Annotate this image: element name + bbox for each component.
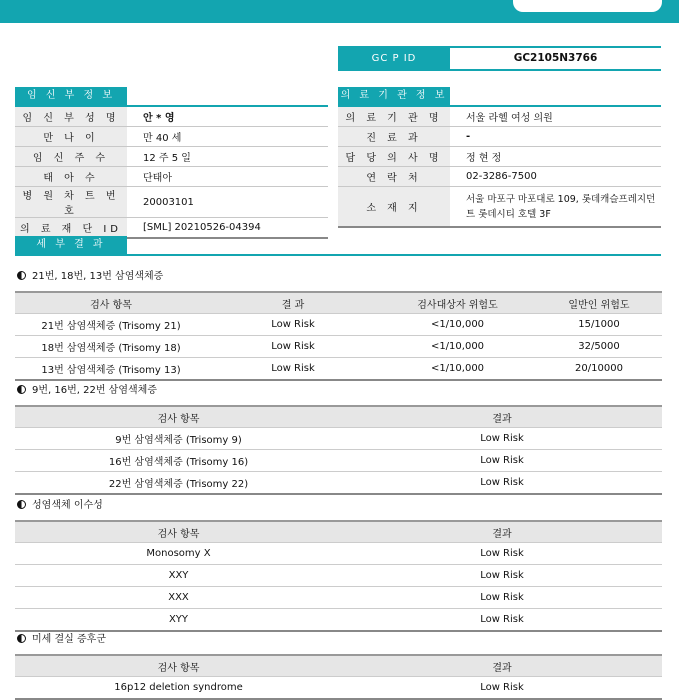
column-header: 검사 항목 <box>15 292 207 314</box>
column-header: 검사 항목 <box>15 406 342 428</box>
half-circle-icon <box>17 385 26 394</box>
table-cell: XXX <box>15 587 342 609</box>
section-subtitle <box>17 630 106 645</box>
gcp-id-bar <box>338 46 661 71</box>
info-row <box>338 127 661 147</box>
column-header: 검사 항목 <box>15 655 342 677</box>
microdeletion-table <box>15 654 662 700</box>
top-banner-tab <box>513 0 662 12</box>
info-row <box>338 187 661 228</box>
patient-info-header <box>15 87 328 107</box>
column-header: 결과 <box>342 655 662 677</box>
table-cell: Low Risk <box>342 472 662 495</box>
section-subtitle-text: 21번, 18번, 13번 삼염색체증 <box>32 271 164 282</box>
institution-info-title: 의 료 기 관 정 보 <box>338 87 450 105</box>
table-cell: 18번 삼염색체증 (Trisomy 18) <box>15 336 207 358</box>
section-subtitle-text: 9번, 16번, 22번 삼염색체증 <box>32 385 157 396</box>
table-row <box>15 543 662 565</box>
gcp-id-value: GC2105N3766 <box>513 52 598 64</box>
table-cell: Low Risk <box>342 609 662 632</box>
table-cell: 16번 삼염색체증 (Trisomy 16) <box>15 450 342 472</box>
patient-info-title: 임 신 부 정 보 <box>15 87 127 105</box>
info-key: 임 신 부 성 명 <box>15 107 127 127</box>
section-subtitle-text: 성염색체 이수성 <box>32 500 103 511</box>
table-cell: Low Risk <box>207 314 379 336</box>
table-cell: 20/10000 <box>536 358 662 381</box>
half-circle-icon <box>17 271 26 280</box>
table-cell: 22번 삼염색체증 (Trisomy 22) <box>15 472 342 495</box>
table-cell: 9번 삼염색체증 (Trisomy 9) <box>15 428 342 450</box>
table-row <box>15 314 662 336</box>
info-value: 12 주 5 일 <box>127 147 328 167</box>
info-key: 태 아 수 <box>15 167 127 187</box>
table-row <box>15 450 662 472</box>
section-subtitle <box>17 381 157 396</box>
info-row <box>338 147 661 167</box>
table-cell: <1/10,000 <box>379 314 536 336</box>
sex-chromosome-table <box>15 520 662 632</box>
patient-info-table <box>15 107 328 239</box>
table-cell: Low Risk <box>207 336 379 358</box>
table-cell: 13번 삼염색체증 (Trisomy 13) <box>15 358 207 381</box>
section-subtitle-text: 미세 결실 증후군 <box>32 634 106 645</box>
table-row <box>15 587 662 609</box>
info-key: 소 재 지 <box>338 187 450 228</box>
column-header: 검사 항목 <box>15 521 342 543</box>
institution-info-header <box>338 87 661 107</box>
info-value: 02-3286-7500 <box>450 167 661 187</box>
info-row <box>15 218 328 239</box>
column-header: 일반인 위험도 <box>536 292 662 314</box>
table-row <box>15 609 662 632</box>
half-circle-icon <box>17 634 26 643</box>
column-header: 결과 <box>342 521 662 543</box>
table-row <box>15 472 662 495</box>
info-key: 진 료 과 <box>338 127 450 147</box>
info-row <box>15 167 328 187</box>
institution-info-table <box>338 107 661 228</box>
table-cell: Low Risk <box>342 565 662 587</box>
info-key: 담 당 의 사 명 <box>338 147 450 167</box>
table-cell: Low Risk <box>342 677 662 700</box>
section-subtitle <box>17 496 103 511</box>
table-row <box>15 565 662 587</box>
table-row <box>15 336 662 358</box>
info-row <box>15 147 328 167</box>
info-key: 연 락 처 <box>338 167 450 187</box>
info-value: [SML] 20210526-04394 <box>127 218 328 239</box>
info-value: 정 현 정 <box>450 147 661 167</box>
trisomy-21-18-13-table <box>15 291 662 381</box>
info-row <box>338 167 661 187</box>
table-cell: XXY <box>15 565 342 587</box>
table-row <box>15 358 662 381</box>
detail-results-header <box>15 236 661 256</box>
info-value: 단태아 <box>127 167 328 187</box>
info-key: 병 원 차 트 번 호 <box>15 187 127 218</box>
table-cell: Low Risk <box>342 450 662 472</box>
table-cell: 32/5000 <box>536 336 662 358</box>
info-value: - <box>450 127 661 147</box>
column-header: 결 과 <box>207 292 379 314</box>
table-cell: 21번 삼염색체증 (Trisomy 21) <box>15 314 207 336</box>
info-value: 안 * 영 <box>127 107 328 127</box>
info-value: 20003101 <box>127 187 328 218</box>
info-value: 서울 마포구 마포대로 109, 롯데캐슬프레지던트 롯데시티 호텔 3F <box>450 187 661 228</box>
info-key: 의 료 재 단 ID <box>15 218 127 239</box>
column-header: 검사대상자 위험도 <box>379 292 536 314</box>
table-cell: <1/10,000 <box>379 358 536 381</box>
info-value: 서울 라헬 여성 의원 <box>450 107 661 127</box>
column-header: 결과 <box>342 406 662 428</box>
gcp-id-label: GC P ID <box>338 48 450 69</box>
info-row <box>15 107 328 127</box>
table-row <box>15 428 662 450</box>
table-cell: Low Risk <box>342 587 662 609</box>
info-row <box>338 107 661 127</box>
info-key: 임 신 주 수 <box>15 147 127 167</box>
table-cell: 15/1000 <box>536 314 662 336</box>
table-cell: XYY <box>15 609 342 632</box>
half-circle-icon <box>17 500 26 509</box>
table-row <box>15 677 662 700</box>
table-cell: Low Risk <box>207 358 379 381</box>
table-cell: Low Risk <box>342 543 662 565</box>
info-row <box>15 187 328 218</box>
table-cell: 16p12 deletion syndrome <box>15 677 342 700</box>
table-cell: <1/10,000 <box>379 336 536 358</box>
info-value: 만 40 세 <box>127 127 328 147</box>
table-cell: Monosomy X <box>15 543 342 565</box>
section-subtitle <box>17 267 163 282</box>
info-key: 의 료 기 관 명 <box>338 107 450 127</box>
info-row <box>15 127 328 147</box>
trisomy-9-16-22-table <box>15 405 662 495</box>
detail-results-title: 세 부 결 과 <box>15 236 127 254</box>
table-cell: Low Risk <box>342 428 662 450</box>
info-key: 만 나 이 <box>15 127 127 147</box>
